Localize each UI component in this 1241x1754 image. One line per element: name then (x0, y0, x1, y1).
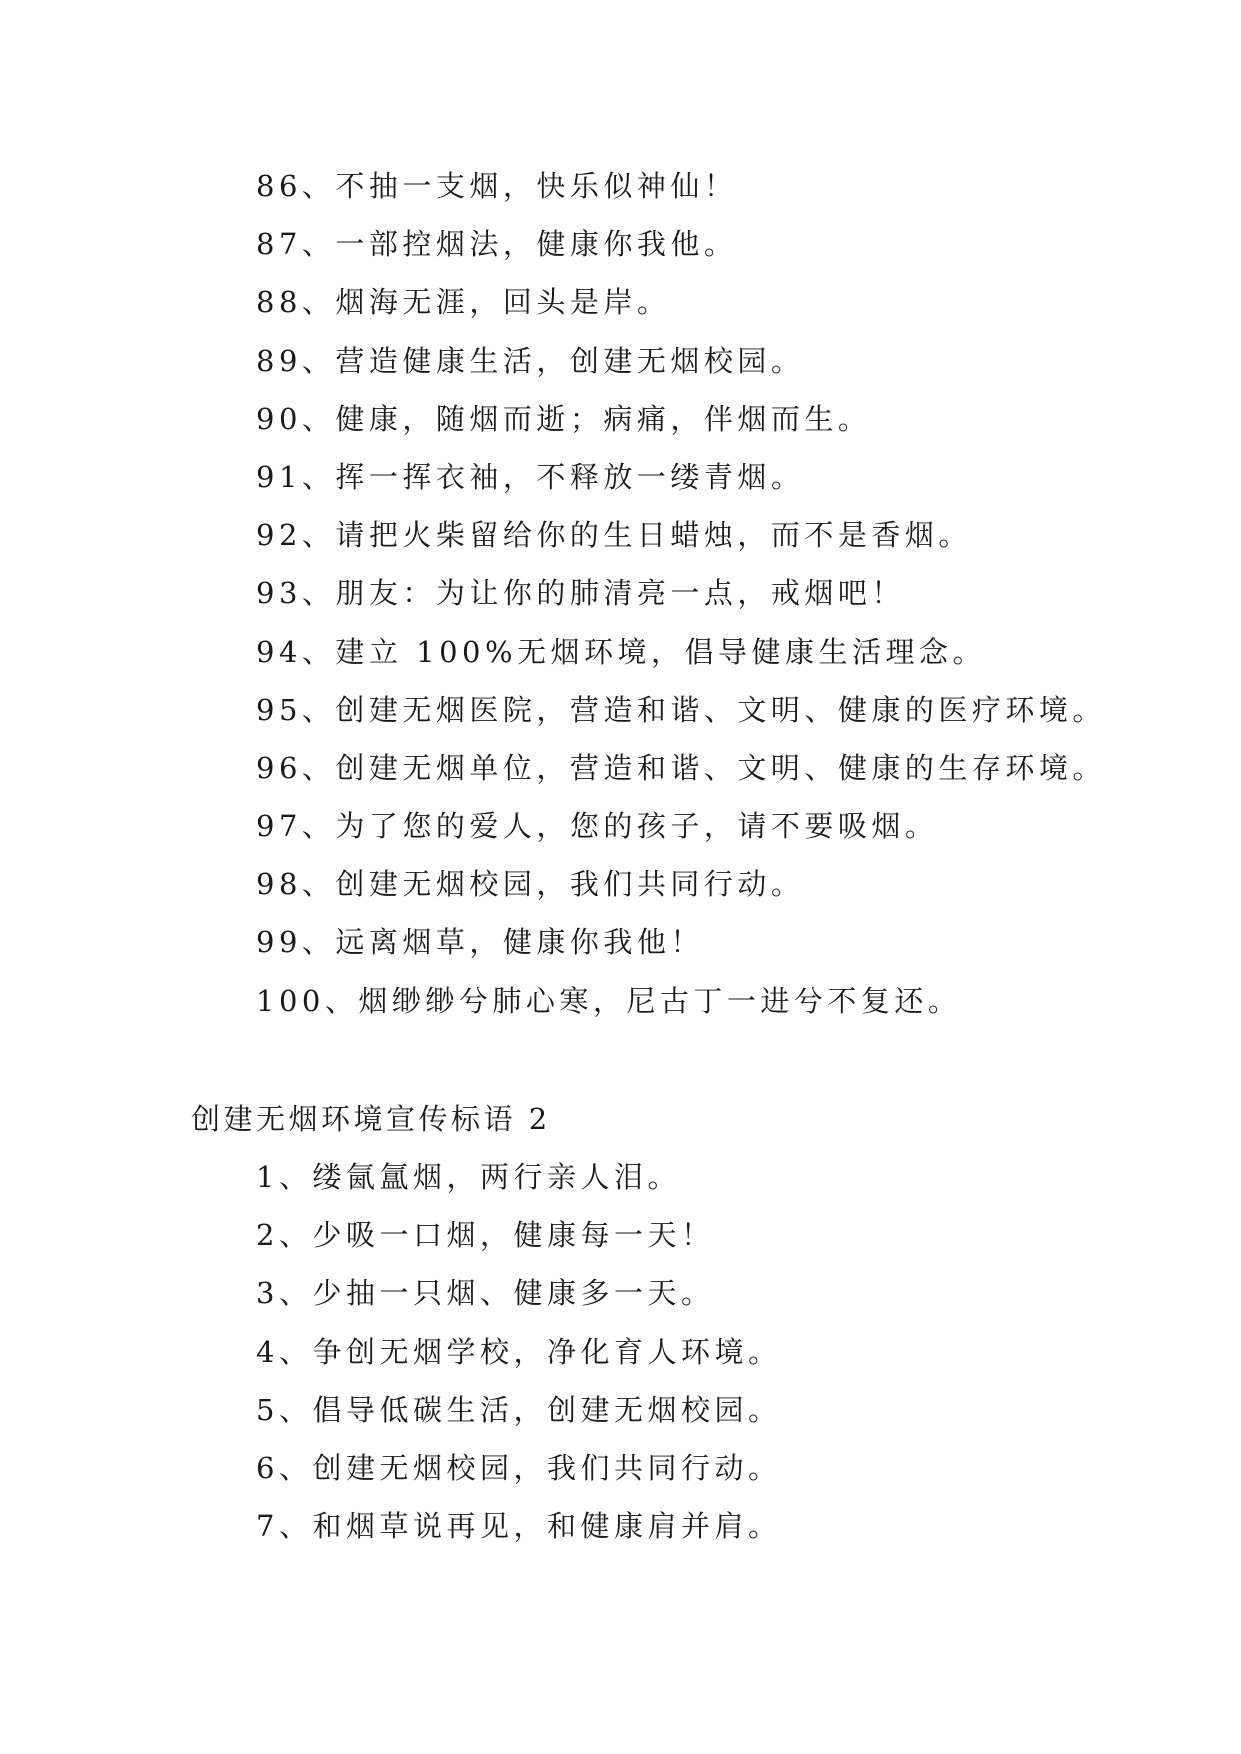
list-item: 100、烟缈缈兮肺心寒，尼古丁一进兮不复还。 (256, 983, 962, 1018)
list-item: 98、创建无烟校园，我们共同行动。 (256, 867, 805, 902)
list-item: 97、为了您的爱人，您的孩子，请不要吸烟。 (256, 809, 939, 844)
list-item: 96、创建无烟单位，营造和谐、文明、健康的生存环境。 (256, 750, 1106, 785)
list-item: 92、请把火柴留给你的生日蜡烛，而不是香烟。 (256, 518, 972, 553)
list-item: 95、创建无烟医院，营造和谐、文明、健康的医疗环境。 (256, 692, 1106, 727)
list-item: 89、营造健康生活，创建无烟校园。 (256, 343, 805, 378)
list-item: 86、不抽一支烟，快乐似神仙！ (256, 169, 738, 203)
list-item: 87、一部控烟法，健康你我他。 (256, 227, 738, 262)
list-item: 1、缕氤氲烟，两行亲人泪。 (256, 1160, 681, 1194)
list-item: 94、建立 100%无烟环境，倡导健康生活理念。 (256, 634, 987, 669)
list-item: 5、倡导低碳生活，创建无烟校园。 (256, 1392, 782, 1427)
list-item: 6、创建无烟校园，我们共同行动。 (256, 1450, 782, 1485)
slogan-list-continued (256, 157, 1106, 1030)
list-item: 93、朋友：为让你的肺清亮一点，戒烟吧！ (256, 576, 905, 611)
list-item: 2、少吸一口烟，健康每一天！ (256, 1218, 715, 1253)
list-item: 7、和烟草说再见，和健康肩并肩。 (256, 1509, 782, 1544)
list-item: 88、烟海无涯，回头是岸。 (256, 285, 671, 320)
list-item: 90、健康，随烟而逝；病痛，伴烟而生。 (256, 401, 872, 436)
list-item: 99、远离烟草，健康你我他！ (256, 925, 704, 960)
section-heading: 创建无烟环境宣传标语 2 (191, 1102, 551, 1136)
list-item: 3、少抽一只烟、健康多一天。 (256, 1276, 715, 1311)
slogan-list (256, 1148, 781, 1555)
list-item: 4、争创无烟学校，净化育人环境。 (256, 1334, 782, 1369)
list-item: 91、挥一挥衣袖，不释放一缕青烟。 (256, 459, 805, 494)
